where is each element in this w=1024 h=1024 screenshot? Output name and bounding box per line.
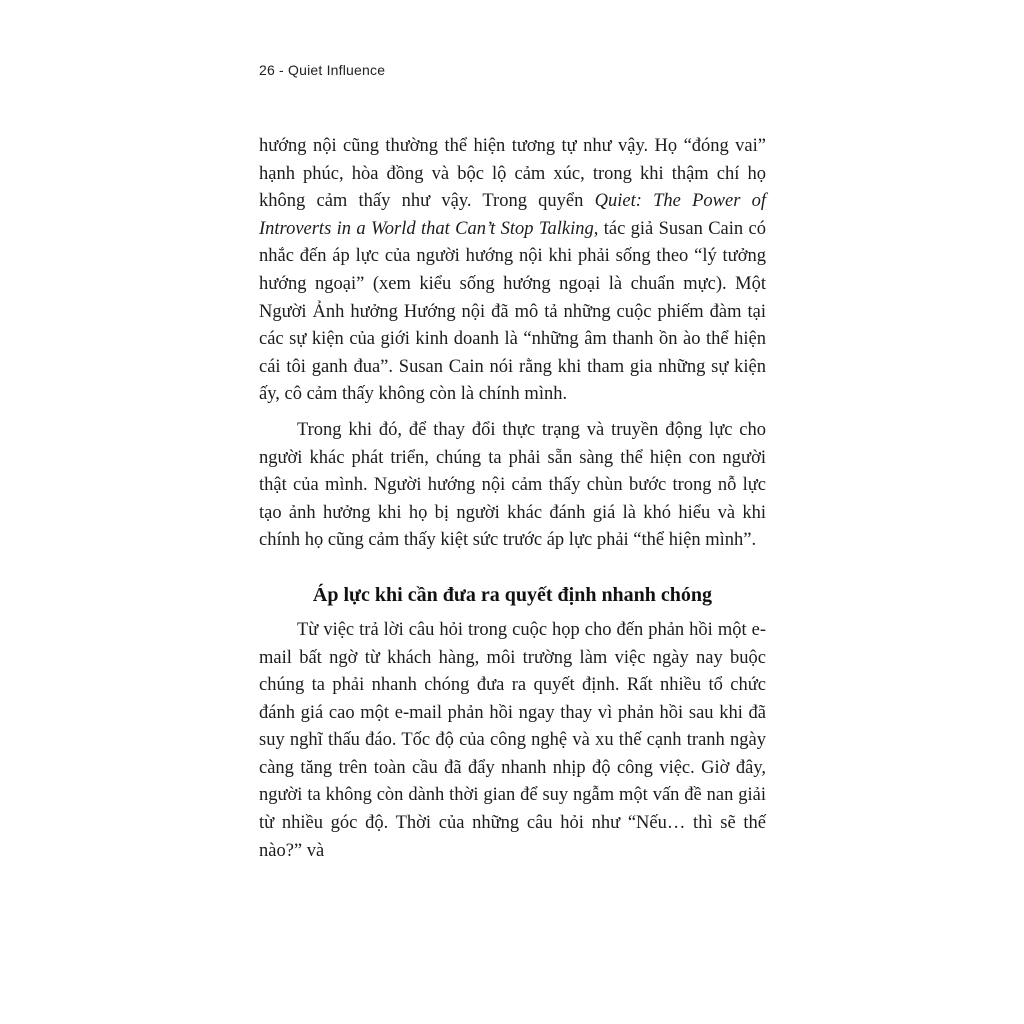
page-body bbox=[259, 133, 766, 865]
paragraph-text: , tác giả Susan Cain có nhắc đến áp lực của người hướng nội khi phải sống theo “lý tưởng hướng ngoại” (xem kiểu sống hướng ngoại là chuẩn mực). Một Người Ảnh hưởng Hướng nội đã mô tả những cuộc phiếm đàm tại các sự kiện của giới kinh doanh là “những âm thanh ồn ào thể hiện cái tôi ganh đua”. Susan Cain nói rằng khi tham gia những sự kiện ấy, cô cảm thấy không còn là chính mình. bbox=[259, 218, 767, 405]
running-header: 26 - Quiet Influence bbox=[259, 62, 386, 78]
paragraph-text: hướng nội cũng thường thể hiện tương tự như vậy. Họ “đóng vai” hạnh phúc, hòa đồng và bộc lộ cảm xúc, trong khi thậm chí họ không cảm thấy như vậy. Trong quyển bbox=[259, 136, 766, 212]
paragraph: Trong khi đó, để thay đổi thực trạng và truyền động lực cho người khác phát triển, chúng ta phải sẵn sàng thể hiện con người thật của mình. Người hướng nội cảm thấy chùn bước trong nỗ lực tạo ảnh hưởng khi họ bị người khác đánh giá là khó hiểu và khi chính họ cũng cảm thấy kiệt sức trước áp lực phải “thể hiện mình”. bbox=[259, 419, 766, 551]
paragraph: Từ việc trả lời câu hỏi trong cuộc họp cho đến phản hồi một e-mail bất ngờ từ khách hàng, môi trường làm việc ngày nay buộc chúng ta phải nhanh chóng đưa ra quyết định. Rất nhiều tổ chức đánh giá cao một e-mail phản hồi ngay thay vì phản hồi sau khi đã suy nghĩ thấu đáo. Tốc độ của công nghệ và xu thế cạnh tranh ngày càng tăng trên toàn cầu đã đẩy nhanh nhịp độ công việc. Giờ đây, người ta không còn dành thời gian để suy ngẫm một vấn đề nan giải từ nhiều góc độ. Thời của những câu hỏi như “Nếu… thì sẽ thế nào?” và bbox=[259, 619, 766, 861]
book-title: Quiet: The Power of Introverts in a World that Can’t Stop Talking bbox=[259, 191, 767, 239]
paragraph-continued bbox=[259, 133, 766, 409]
section-heading: Áp lực khi cần đưa ra quyết định nhanh chóng bbox=[312, 583, 713, 606]
